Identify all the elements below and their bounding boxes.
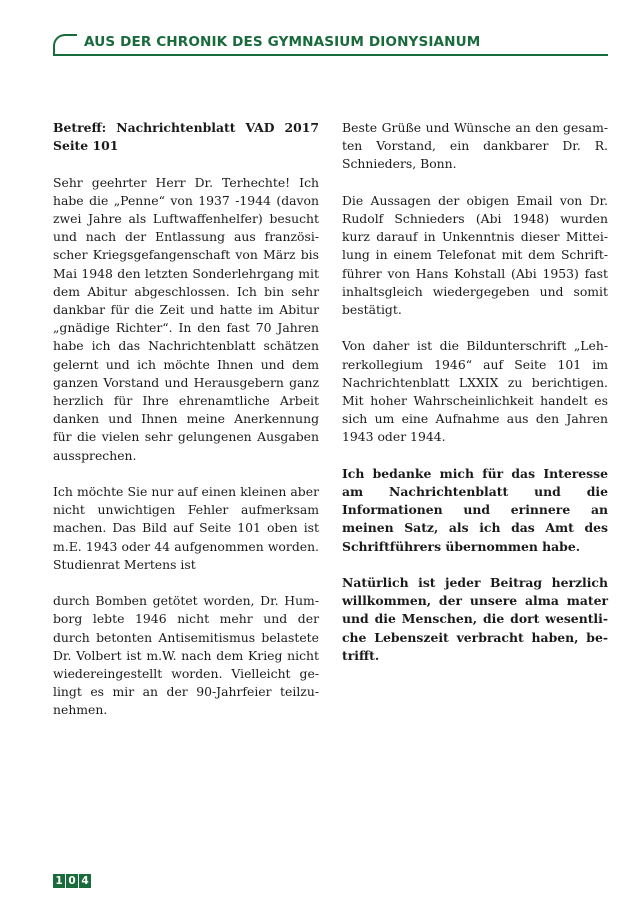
page-header <box>53 34 608 56</box>
page-number-digit: 1 <box>53 874 65 888</box>
letter-subject: Betreff: Nachrichtenblatt VAD 2017 Seite 101 <box>53 120 319 154</box>
page-number-digit: 4 <box>79 874 91 888</box>
left-column <box>53 119 319 720</box>
header-corner-frame <box>53 34 77 54</box>
header-title: AUS DER CHRONIK DES GYMNASIUM DIONYSIANUM <box>84 34 481 50</box>
page-number <box>53 874 91 888</box>
letter-closing: Beste Grüße und Wünsche an den gesamten Vorstand, ein dankbarer Dr. R. Schnieders, Bonn. <box>342 120 608 172</box>
editor-paragraph-2: Von daher ist die Bildunterschrift „Lehrerkollegium 1946“ auf Seite 101 im Nachrichtenblatt LXXIX zu berichtigen. Mit hoher Wahrscheinlichkeit handelt es sich um eine Aufnahme aus den Jahren 1943 oder 1944. <box>342 338 608 445</box>
letter-paragraph-3: durch Bomben getötet worden, Dr. Humborg lebte 1946 nicht mehr und der durch betonten Antisemitismus belastete Dr. Volbert ist m.W. nach dem Krieg nicht wiedereingestellt worden. Vielleicht gelingt es mir an der 90-Jahrfeier teilzunehmen. <box>53 593 319 718</box>
editor-paragraph-4: Natürlich ist jeder Beitrag herzlich willkommen, der unsere alma mater und die Menschen, die dort wesentliche Lebenszeit verbracht haben, betrifft. <box>342 575 608 663</box>
page-number-digit: 0 <box>66 874 78 888</box>
letter-paragraph-2: Ich möchte Sie nur auf einen kleinen aber nicht unwichtigen Fehler aufmerksam machen. Das Bild auf Seite 101 oben ist m.E. 1943 oder 44 aufgenommen worden. Studienrat Mertens ist <box>53 484 319 572</box>
letter-paragraph-1: Sehr geehrter Herr Dr. Terhechte! Ich habe die „Penne“ von 1937 -1944 (davon zwei Jahre als Luftwaffenhelfer) besucht und nach der Entlassung aus französischer Kriegsgefangenschaft von März bis Mai 1948 den letzten Sonderlehrgang mit dem Abitur abgeschlossen. Ich bin sehr dankbar für die Zeit und hatte im Abitur „gnädige Richter“. In den fast 70 Jahren habe ich das Nachrichtenblatt schätzen gelernt und ich möchte Ihnen und dem ganzen Vorstand und Herausgebern ganz herzlich für Ihre ehrenamtliche Arbeit danken und Ihnen meine Anerkennung für die vielen sehr gelungenen Ausgaben aussprechen. <box>53 174 319 463</box>
header-rule <box>53 54 608 56</box>
editor-paragraph-1: Die Aussagen der obigen Email von Dr. Rudolf Schnieders (Abi 1948) wurden kurz darauf in Unkenntnis dieser Mitteilung in einem Telefonat mit dem Schriftführer von Hans Kohstall (Abi 1953) fast inhaltsgleich wiedergegeben und somit bestätigt. <box>342 192 608 318</box>
right-column <box>342 119 608 683</box>
editor-paragraph-3: Ich bedanke mich für das Interesse am Nachrichtenblatt und die Informationen und erinnere an meinen Satz, als ich das Amt des Schriftführers übernommen habe. <box>342 465 608 554</box>
